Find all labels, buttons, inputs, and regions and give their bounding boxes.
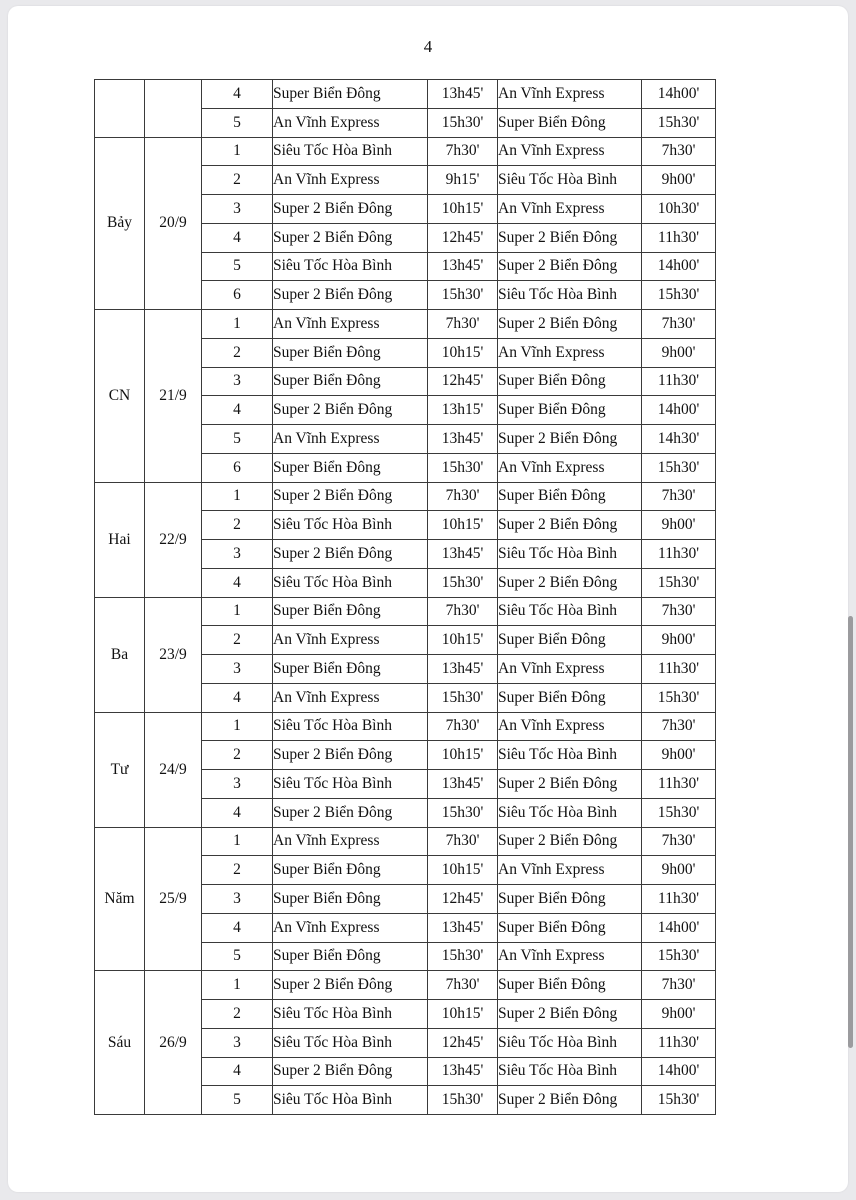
trip-number-cell: 2 — [202, 166, 273, 195]
return-time-cell: 14h30' — [642, 425, 716, 454]
trip-number-cell: 3 — [202, 655, 273, 684]
departure-time-cell: 7h30' — [428, 971, 498, 1000]
departure-vessel-cell: An Vĩnh Express — [273, 827, 428, 856]
departure-time-cell: 10h15' — [428, 195, 498, 224]
return-vessel-cell: Siêu Tốc Hòa Bình — [498, 597, 642, 626]
departure-time-cell: 10h15' — [428, 1000, 498, 1029]
departure-time-cell: 10h15' — [428, 856, 498, 885]
table-row — [95, 482, 716, 511]
return-time-cell: 9h00' — [642, 741, 716, 770]
departure-vessel-cell: An Vĩnh Express — [273, 425, 428, 454]
return-time-cell: 9h00' — [642, 511, 716, 540]
return-vessel-cell: Super Biển Đông — [498, 885, 642, 914]
departure-vessel-cell: Super Biển Đông — [273, 885, 428, 914]
trip-number-cell: 5 — [202, 252, 273, 281]
ferry-schedule-table — [94, 79, 716, 1115]
departure-vessel-cell: Super 2 Biển Đông — [273, 482, 428, 511]
return-time-cell: 7h30' — [642, 712, 716, 741]
departure-vessel-cell: Super Biển Đông — [273, 655, 428, 684]
departure-vessel-cell: Siêu Tốc Hòa Bình — [273, 712, 428, 741]
trip-number-cell: 4 — [202, 80, 273, 109]
trip-number-cell: 5 — [202, 108, 273, 137]
return-vessel-cell: Super 2 Biển Đông — [498, 425, 642, 454]
trip-number-cell: 2 — [202, 741, 273, 770]
date-cell: 26/9 — [145, 971, 202, 1115]
departure-vessel-cell: Super 2 Biển Đông — [273, 223, 428, 252]
trip-number-cell: 1 — [202, 971, 273, 1000]
return-vessel-cell: An Vĩnh Express — [498, 655, 642, 684]
trip-number-cell: 6 — [202, 453, 273, 482]
departure-vessel-cell: Super 2 Biển Đông — [273, 540, 428, 569]
departure-vessel-cell: Super 2 Biển Đông — [273, 195, 428, 224]
return-time-cell: 7h30' — [642, 827, 716, 856]
trip-number-cell: 2 — [202, 511, 273, 540]
return-vessel-cell: An Vĩnh Express — [498, 453, 642, 482]
trip-number-cell: 4 — [202, 798, 273, 827]
return-time-cell: 7h30' — [642, 137, 716, 166]
departure-time-cell: 10h15' — [428, 338, 498, 367]
page-number: 4 — [423, 37, 433, 56]
trip-number-cell: 5 — [202, 1086, 273, 1115]
return-vessel-cell: An Vĩnh Express — [498, 338, 642, 367]
trip-number-cell: 1 — [202, 310, 273, 339]
return-vessel-cell: Super 2 Biển Đông — [498, 1000, 642, 1029]
return-time-cell: 15h30' — [642, 281, 716, 310]
return-vessel-cell: Super 2 Biển Đông — [498, 568, 642, 597]
return-time-cell: 15h30' — [642, 568, 716, 597]
departure-time-cell: 13h45' — [428, 425, 498, 454]
return-vessel-cell: Super Biển Đông — [498, 626, 642, 655]
return-time-cell: 15h30' — [642, 798, 716, 827]
departure-time-cell: 13h45' — [428, 252, 498, 281]
day-cell — [95, 80, 145, 138]
return-vessel-cell: An Vĩnh Express — [498, 80, 642, 109]
departure-time-cell: 12h45' — [428, 367, 498, 396]
departure-time-cell: 15h30' — [428, 683, 498, 712]
trip-number-cell: 4 — [202, 223, 273, 252]
departure-time-cell: 10h15' — [428, 741, 498, 770]
day-cell: Ba — [95, 597, 145, 712]
departure-time-cell: 7h30' — [428, 137, 498, 166]
trip-number-cell: 3 — [202, 195, 273, 224]
departure-time-cell: 10h15' — [428, 626, 498, 655]
return-time-cell: 15h30' — [642, 942, 716, 971]
departure-time-cell: 15h30' — [428, 568, 498, 597]
day-cell: Bảy — [95, 137, 145, 310]
trip-number-cell: 2 — [202, 338, 273, 367]
table-row — [95, 137, 716, 166]
return-vessel-cell: Siêu Tốc Hòa Bình — [498, 741, 642, 770]
return-vessel-cell: Super Biển Đông — [498, 683, 642, 712]
scrollbar-thumb[interactable] — [848, 616, 853, 1048]
departure-time-cell: 12h45' — [428, 223, 498, 252]
table-row — [95, 597, 716, 626]
departure-vessel-cell: Siêu Tốc Hòa Bình — [273, 252, 428, 281]
return-vessel-cell: Super Biển Đông — [498, 108, 642, 137]
departure-time-cell: 15h30' — [428, 942, 498, 971]
return-time-cell: 11h30' — [642, 1028, 716, 1057]
day-cell: Tư — [95, 712, 145, 827]
departure-time-cell: 13h45' — [428, 655, 498, 684]
day-cell: CN — [95, 310, 145, 483]
departure-vessel-cell: Super 2 Biển Đông — [273, 741, 428, 770]
trip-number-cell: 4 — [202, 913, 273, 942]
return-time-cell: 11h30' — [642, 367, 716, 396]
trip-number-cell: 3 — [202, 885, 273, 914]
return-vessel-cell: Siêu Tốc Hòa Bình — [498, 281, 642, 310]
return-time-cell: 15h30' — [642, 1086, 716, 1115]
return-time-cell: 7h30' — [642, 310, 716, 339]
return-vessel-cell: An Vĩnh Express — [498, 856, 642, 885]
trip-number-cell: 5 — [202, 942, 273, 971]
date-cell — [145, 80, 202, 138]
departure-time-cell: 15h30' — [428, 453, 498, 482]
return-time-cell: 7h30' — [642, 597, 716, 626]
return-vessel-cell: Siêu Tốc Hòa Bình — [498, 798, 642, 827]
return-vessel-cell: Super 2 Biển Đông — [498, 1086, 642, 1115]
trip-number-cell: 1 — [202, 482, 273, 511]
return-time-cell: 9h00' — [642, 856, 716, 885]
departure-vessel-cell: Siêu Tốc Hòa Bình — [273, 568, 428, 597]
trip-number-cell: 3 — [202, 770, 273, 799]
departure-time-cell: 13h45' — [428, 1057, 498, 1086]
departure-time-cell: 10h15' — [428, 511, 498, 540]
trip-number-cell: 6 — [202, 281, 273, 310]
departure-vessel-cell: Super Biển Đông — [273, 856, 428, 885]
departure-vessel-cell: An Vĩnh Express — [273, 166, 428, 195]
return-time-cell: 7h30' — [642, 482, 716, 511]
return-vessel-cell: Siêu Tốc Hòa Bình — [498, 540, 642, 569]
departure-time-cell: 9h15' — [428, 166, 498, 195]
return-vessel-cell: Super Biển Đông — [498, 482, 642, 511]
trip-number-cell: 2 — [202, 1000, 273, 1029]
departure-vessel-cell: Super Biển Đông — [273, 338, 428, 367]
date-cell: 25/9 — [145, 827, 202, 971]
return-vessel-cell: Super 2 Biển Đông — [498, 827, 642, 856]
return-time-cell: 11h30' — [642, 770, 716, 799]
day-cell: Hai — [95, 482, 145, 597]
departure-time-cell: 13h45' — [428, 540, 498, 569]
trip-number-cell: 2 — [202, 626, 273, 655]
day-cell: Sáu — [95, 971, 145, 1115]
departure-vessel-cell: An Vĩnh Express — [273, 626, 428, 655]
return-time-cell: 9h00' — [642, 338, 716, 367]
return-vessel-cell: An Vĩnh Express — [498, 137, 642, 166]
departure-vessel-cell: Super 2 Biển Đông — [273, 971, 428, 1000]
departure-vessel-cell: An Vĩnh Express — [273, 683, 428, 712]
return-time-cell: 14h00' — [642, 1057, 716, 1086]
date-cell: 21/9 — [145, 310, 202, 483]
departure-time-cell: 7h30' — [428, 597, 498, 626]
trip-number-cell: 1 — [202, 597, 273, 626]
return-time-cell: 9h00' — [642, 166, 716, 195]
return-vessel-cell: Super 2 Biển Đông — [498, 511, 642, 540]
return-time-cell: 15h30' — [642, 453, 716, 482]
table-row — [95, 971, 716, 1000]
departure-time-cell: 7h30' — [428, 712, 498, 741]
return-vessel-cell: Super 2 Biển Đông — [498, 252, 642, 281]
departure-time-cell: 15h30' — [428, 108, 498, 137]
return-vessel-cell: Super 2 Biển Đông — [498, 223, 642, 252]
table-row — [95, 80, 716, 109]
return-vessel-cell: Siêu Tốc Hòa Bình — [498, 1028, 642, 1057]
return-time-cell: 15h30' — [642, 683, 716, 712]
return-vessel-cell: Siêu Tốc Hòa Bình — [498, 1057, 642, 1086]
departure-vessel-cell: Siêu Tốc Hòa Bình — [273, 1000, 428, 1029]
departure-vessel-cell: Super Biển Đông — [273, 367, 428, 396]
return-time-cell: 11h30' — [642, 655, 716, 684]
departure-vessel-cell: Siêu Tốc Hòa Bình — [273, 1028, 428, 1057]
return-vessel-cell: An Vĩnh Express — [498, 712, 642, 741]
departure-time-cell: 7h30' — [428, 482, 498, 511]
departure-vessel-cell: Super 2 Biển Đông — [273, 396, 428, 425]
trip-number-cell: 1 — [202, 712, 273, 741]
return-vessel-cell: Super 2 Biển Đông — [498, 310, 642, 339]
return-time-cell: 10h30' — [642, 195, 716, 224]
departure-vessel-cell: An Vĩnh Express — [273, 913, 428, 942]
return-time-cell: 9h00' — [642, 1000, 716, 1029]
trip-number-cell: 4 — [202, 683, 273, 712]
departure-vessel-cell: Super Biển Đông — [273, 942, 428, 971]
date-cell: 23/9 — [145, 597, 202, 712]
departure-time-cell: 12h45' — [428, 885, 498, 914]
return-time-cell: 14h00' — [642, 396, 716, 425]
trip-number-cell: 1 — [202, 827, 273, 856]
departure-vessel-cell: Siêu Tốc Hòa Bình — [273, 770, 428, 799]
departure-vessel-cell: An Vĩnh Express — [273, 310, 428, 339]
return-time-cell: 14h00' — [642, 252, 716, 281]
departure-vessel-cell: Super 2 Biển Đông — [273, 281, 428, 310]
departure-time-cell: 7h30' — [428, 827, 498, 856]
return-vessel-cell: An Vĩnh Express — [498, 195, 642, 224]
trip-number-cell: 4 — [202, 396, 273, 425]
departure-time-cell: 13h45' — [428, 770, 498, 799]
trip-number-cell: 3 — [202, 1028, 273, 1057]
trip-number-cell: 2 — [202, 856, 273, 885]
return-time-cell: 9h00' — [642, 626, 716, 655]
day-cell: Năm — [95, 827, 145, 971]
trip-number-cell: 3 — [202, 540, 273, 569]
departure-vessel-cell: Super 2 Biển Đông — [273, 1057, 428, 1086]
table-row — [95, 310, 716, 339]
return-time-cell: 11h30' — [642, 223, 716, 252]
table-row — [95, 827, 716, 856]
departure-vessel-cell: Siêu Tốc Hòa Bình — [273, 137, 428, 166]
return-vessel-cell: Super Biển Đông — [498, 913, 642, 942]
departure-time-cell: 13h15' — [428, 396, 498, 425]
departure-time-cell: 13h45' — [428, 913, 498, 942]
return-vessel-cell: Super Biển Đông — [498, 396, 642, 425]
trip-number-cell: 1 — [202, 137, 273, 166]
return-time-cell: 14h00' — [642, 80, 716, 109]
date-cell: 24/9 — [145, 712, 202, 827]
return-time-cell: 7h30' — [642, 971, 716, 1000]
return-vessel-cell: An Vĩnh Express — [498, 942, 642, 971]
return-vessel-cell: Super Biển Đông — [498, 367, 642, 396]
return-time-cell: 14h00' — [642, 913, 716, 942]
departure-time-cell: 15h30' — [428, 1086, 498, 1115]
return-time-cell: 15h30' — [642, 108, 716, 137]
departure-time-cell: 12h45' — [428, 1028, 498, 1057]
trip-number-cell: 3 — [202, 367, 273, 396]
trip-number-cell: 5 — [202, 425, 273, 454]
departure-vessel-cell: Siêu Tốc Hòa Bình — [273, 511, 428, 540]
departure-time-cell: 15h30' — [428, 798, 498, 827]
return-time-cell: 11h30' — [642, 540, 716, 569]
schedule-body — [95, 80, 716, 1115]
date-cell: 22/9 — [145, 482, 202, 597]
return-vessel-cell: Super 2 Biển Đông — [498, 770, 642, 799]
departure-vessel-cell: Super 2 Biển Đông — [273, 798, 428, 827]
table-row — [95, 712, 716, 741]
return-vessel-cell: Siêu Tốc Hòa Bình — [498, 166, 642, 195]
departure-vessel-cell: An Vĩnh Express — [273, 108, 428, 137]
departure-vessel-cell: Super Biển Đông — [273, 597, 428, 626]
departure-time-cell: 15h30' — [428, 281, 498, 310]
trip-number-cell: 4 — [202, 568, 273, 597]
departure-vessel-cell: Siêu Tốc Hòa Bình — [273, 1086, 428, 1115]
return-time-cell: 11h30' — [642, 885, 716, 914]
date-cell: 20/9 — [145, 137, 202, 310]
trip-number-cell: 4 — [202, 1057, 273, 1086]
return-vessel-cell: Super Biển Đông — [498, 971, 642, 1000]
departure-time-cell: 13h45' — [428, 80, 498, 109]
departure-vessel-cell: Super Biển Đông — [273, 80, 428, 109]
departure-vessel-cell: Super Biển Đông — [273, 453, 428, 482]
departure-time-cell: 7h30' — [428, 310, 498, 339]
